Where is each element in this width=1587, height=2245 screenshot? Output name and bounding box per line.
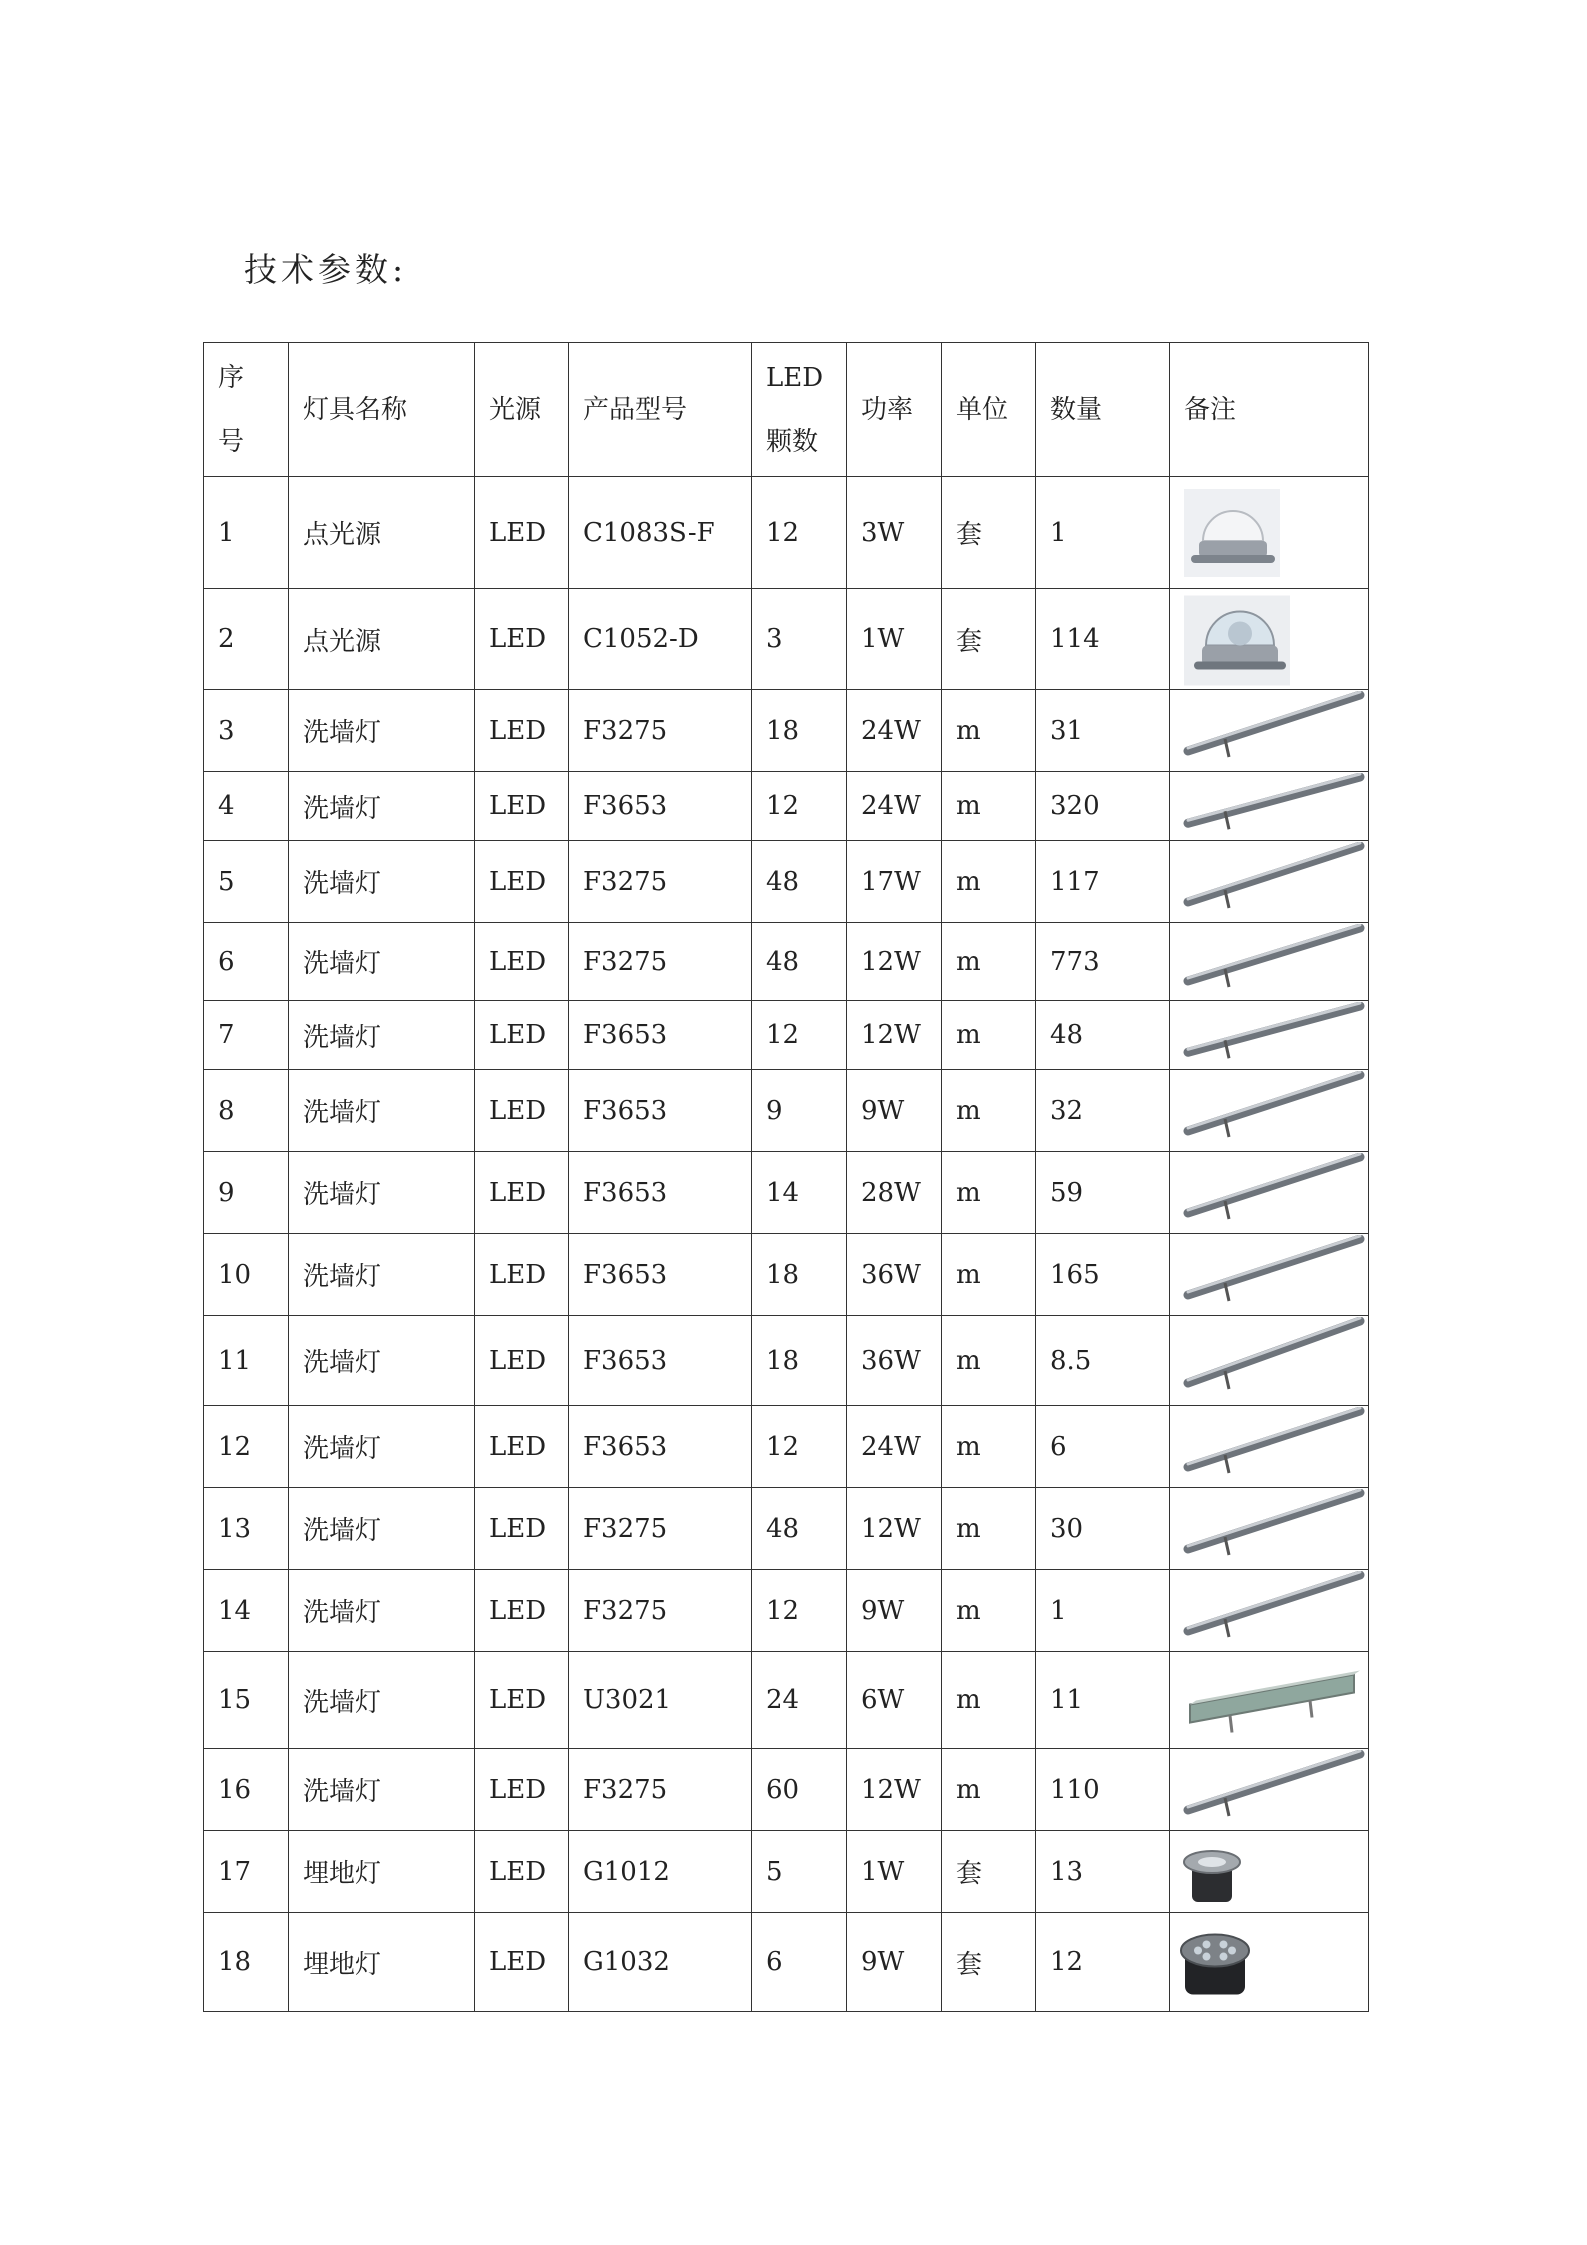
cell-note [1170, 477, 1369, 589]
cell-power: 9W [847, 1913, 942, 2012]
cell-qty: 773 [1036, 923, 1170, 1001]
cell-no: 2 [204, 589, 289, 690]
cell-unit: m [942, 690, 1036, 772]
cell-qty: 6 [1036, 1406, 1170, 1488]
linear-bar-light-icon [1170, 1653, 1368, 1748]
table-row [204, 1488, 1369, 1570]
table-row [204, 923, 1369, 1001]
cell-model: G1032 [569, 1913, 752, 2012]
table-row [204, 1652, 1369, 1749]
cell-qty: 12 [1036, 1913, 1170, 2012]
cell-power: 24W [847, 1406, 942, 1488]
cell-model: G1012 [569, 1831, 752, 1913]
cell-no: 16 [204, 1749, 289, 1831]
cell-name: 洗墙灯 [289, 923, 475, 1001]
cell-model: F3653 [569, 1001, 752, 1070]
cell-no: 12 [204, 1406, 289, 1488]
cell-note [1170, 1406, 1369, 1488]
cell-name: 点光源 [289, 589, 475, 690]
cell-name: 点光源 [289, 477, 475, 589]
cell-name: 洗墙灯 [289, 1488, 475, 1570]
cell-qty: 1 [1036, 1570, 1170, 1652]
cell-led: 3 [752, 589, 847, 690]
cell-model: F3275 [569, 841, 752, 923]
cell-model: F3653 [569, 1152, 752, 1234]
cell-source: LED [475, 1749, 569, 1831]
header-led [752, 343, 847, 477]
cell-model: C1052-D [569, 589, 752, 690]
cell-power: 3W [847, 477, 942, 589]
cell-source: LED [475, 1831, 569, 1913]
cell-name: 洗墙灯 [289, 1070, 475, 1152]
cell-led: 12 [752, 1570, 847, 1652]
cell-no: 18 [204, 1913, 289, 2012]
cell-no: 11 [204, 1316, 289, 1406]
cell-qty: 117 [1036, 841, 1170, 923]
cell-qty: 114 [1036, 589, 1170, 690]
cell-no: 6 [204, 923, 289, 1001]
wall-washer-icon [1170, 1002, 1368, 1069]
table-row [204, 841, 1369, 923]
point-light-clear-icon [1170, 590, 1368, 689]
cell-power: 12W [847, 923, 942, 1001]
cell-note [1170, 1831, 1369, 1913]
wall-washer-icon [1170, 1235, 1368, 1315]
cell-no: 13 [204, 1488, 289, 1570]
cell-unit: m [942, 1070, 1036, 1152]
cell-led: 48 [752, 841, 847, 923]
cell-no: 5 [204, 841, 289, 923]
cell-power: 12W [847, 1001, 942, 1070]
cell-led: 9 [752, 1070, 847, 1152]
cell-qty: 11 [1036, 1652, 1170, 1749]
cell-unit: m [942, 1749, 1036, 1831]
table-row [204, 690, 1369, 772]
cell-power: 12W [847, 1488, 942, 1570]
wall-washer-icon [1170, 1750, 1368, 1830]
cell-power: 24W [847, 690, 942, 772]
cell-source: LED [475, 1913, 569, 2012]
cell-name: 洗墙灯 [289, 1652, 475, 1749]
cell-model: F3653 [569, 772, 752, 841]
cell-qty: 30 [1036, 1488, 1170, 1570]
cell-power: 28W [847, 1152, 942, 1234]
cell-name: 埋地灯 [289, 1913, 475, 2012]
cell-name: 洗墙灯 [289, 690, 475, 772]
cell-source: LED [475, 841, 569, 923]
cell-no: 14 [204, 1570, 289, 1652]
cell-model: F3275 [569, 923, 752, 1001]
header-model: 产品型号 [569, 343, 752, 477]
cell-unit: 套 [942, 589, 1036, 690]
table-row [204, 1831, 1369, 1913]
wall-washer-icon [1170, 773, 1368, 840]
cell-unit: m [942, 1152, 1036, 1234]
cell-power: 36W [847, 1234, 942, 1316]
cell-name: 洗墙灯 [289, 1749, 475, 1831]
header-note: 备注 [1170, 343, 1369, 477]
cell-name: 洗墙灯 [289, 1570, 475, 1652]
cell-unit: m [942, 923, 1036, 1001]
cell-name: 洗墙灯 [289, 1001, 475, 1070]
cell-led: 5 [752, 1831, 847, 1913]
cell-qty: 320 [1036, 772, 1170, 841]
cell-power: 9W [847, 1070, 942, 1152]
cell-note [1170, 1316, 1369, 1406]
cell-qty: 48 [1036, 1001, 1170, 1070]
cell-led: 14 [752, 1152, 847, 1234]
cell-qty: 110 [1036, 1749, 1170, 1831]
table-row [204, 1152, 1369, 1234]
page-heading: 技术参数: [244, 250, 408, 289]
table-row [204, 1406, 1369, 1488]
cell-name: 洗墙灯 [289, 1316, 475, 1406]
cell-source: LED [475, 1001, 569, 1070]
cell-name: 洗墙灯 [289, 1152, 475, 1234]
wall-washer-icon [1170, 1071, 1368, 1151]
cell-unit: m [942, 1234, 1036, 1316]
cell-led: 12 [752, 1001, 847, 1070]
cell-name: 洗墙灯 [289, 1234, 475, 1316]
cell-led: 6 [752, 1913, 847, 2012]
cell-no: 1 [204, 477, 289, 589]
cell-model: C1083S-F [569, 477, 752, 589]
inground-light-multi-icon [1170, 1914, 1368, 2011]
cell-source: LED [475, 477, 569, 589]
wall-washer-icon [1170, 1407, 1368, 1487]
cell-unit: m [942, 1406, 1036, 1488]
cell-name: 埋地灯 [289, 1831, 475, 1913]
wall-washer-icon [1170, 691, 1368, 771]
table-row [204, 1234, 1369, 1316]
cell-source: LED [475, 690, 569, 772]
wall-washer-icon [1170, 1317, 1368, 1405]
cell-power: 9W [847, 1570, 942, 1652]
cell-source: LED [475, 1234, 569, 1316]
table-row [204, 1070, 1369, 1152]
cell-unit: 套 [942, 1913, 1036, 2012]
cell-source: LED [475, 1152, 569, 1234]
cell-power: 1W [847, 589, 942, 690]
cell-source: LED [475, 1652, 569, 1749]
header-seq-line2: 号 [218, 426, 245, 457]
cell-source: LED [475, 589, 569, 690]
cell-model: F3275 [569, 1749, 752, 1831]
cell-model: F3275 [569, 1488, 752, 1570]
cell-note [1170, 1749, 1369, 1831]
table-row [204, 589, 1369, 690]
cell-unit: m [942, 772, 1036, 841]
table-row [204, 1749, 1369, 1831]
cell-led: 18 [752, 690, 847, 772]
inground-light-icon [1170, 1832, 1368, 1912]
cell-model: F3653 [569, 1316, 752, 1406]
wall-washer-icon [1170, 1489, 1368, 1569]
cell-power: 1W [847, 1831, 942, 1913]
cell-led: 24 [752, 1652, 847, 1749]
cell-qty: 13 [1036, 1831, 1170, 1913]
table-row [204, 1570, 1369, 1652]
cell-led: 60 [752, 1749, 847, 1831]
cell-qty: 31 [1036, 690, 1170, 772]
cell-note [1170, 1001, 1369, 1070]
cell-qty: 8.5 [1036, 1316, 1170, 1406]
cell-led: 12 [752, 1406, 847, 1488]
header-row [204, 343, 1369, 477]
cell-led: 18 [752, 1316, 847, 1406]
cell-no: 10 [204, 1234, 289, 1316]
table-row [204, 1913, 1369, 2012]
cell-source: LED [475, 1316, 569, 1406]
cell-note [1170, 1152, 1369, 1234]
header-seq [204, 343, 289, 477]
cell-power: 36W [847, 1316, 942, 1406]
header-led-line1: LED [766, 362, 824, 393]
cell-source: LED [475, 1406, 569, 1488]
header-source: 光源 [475, 343, 569, 477]
cell-note [1170, 772, 1369, 841]
cell-name: 洗墙灯 [289, 772, 475, 841]
cell-no: 3 [204, 690, 289, 772]
cell-no: 17 [204, 1831, 289, 1913]
cell-unit: m [942, 1001, 1036, 1070]
cell-note [1170, 1488, 1369, 1570]
cell-unit: m [942, 841, 1036, 923]
cell-note [1170, 589, 1369, 690]
cell-note [1170, 1913, 1369, 2012]
cell-no: 7 [204, 1001, 289, 1070]
cell-unit: m [942, 1570, 1036, 1652]
wall-washer-icon [1170, 842, 1368, 922]
cell-qty: 165 [1036, 1234, 1170, 1316]
cell-unit: m [942, 1488, 1036, 1570]
cell-name: 洗墙灯 [289, 841, 475, 923]
cell-power: 17W [847, 841, 942, 923]
cell-source: LED [475, 1070, 569, 1152]
cell-source: LED [475, 1570, 569, 1652]
cell-source: LED [475, 1488, 569, 1570]
spec-table [203, 342, 1369, 2012]
cell-source: LED [475, 923, 569, 1001]
cell-model: F3275 [569, 1570, 752, 1652]
cell-model: F3653 [569, 1070, 752, 1152]
cell-led: 48 [752, 1488, 847, 1570]
header-name: 灯具名称 [289, 343, 475, 477]
cell-qty: 32 [1036, 1070, 1170, 1152]
cell-model: F3653 [569, 1406, 752, 1488]
cell-model: F3653 [569, 1234, 752, 1316]
cell-no: 4 [204, 772, 289, 841]
cell-qty: 59 [1036, 1152, 1170, 1234]
header-led-line2: 颗数 [766, 426, 819, 457]
cell-power: 24W [847, 772, 942, 841]
cell-model: U3021 [569, 1652, 752, 1749]
cell-power: 6W [847, 1652, 942, 1749]
cell-power: 12W [847, 1749, 942, 1831]
header-seq-line1: 序 [218, 362, 245, 393]
cell-led: 18 [752, 1234, 847, 1316]
header-unit: 单位 [942, 343, 1036, 477]
cell-qty: 1 [1036, 477, 1170, 589]
cell-unit: m [942, 1652, 1036, 1749]
cell-note [1170, 1570, 1369, 1652]
cell-source: LED [475, 772, 569, 841]
table-row [204, 1001, 1369, 1070]
cell-model: F3275 [569, 690, 752, 772]
wall-washer-icon [1170, 1571, 1368, 1651]
wall-washer-icon [1170, 924, 1368, 1000]
cell-no: 15 [204, 1652, 289, 1749]
header-power: 功率 [847, 343, 942, 477]
table-row [204, 477, 1369, 589]
cell-note [1170, 1070, 1369, 1152]
cell-led: 12 [752, 477, 847, 589]
cell-note [1170, 1234, 1369, 1316]
cell-name: 洗墙灯 [289, 1406, 475, 1488]
cell-unit: m [942, 1316, 1036, 1406]
cell-note [1170, 690, 1369, 772]
table-row [204, 1316, 1369, 1406]
point-light-dome-icon [1170, 478, 1368, 588]
cell-note [1170, 923, 1369, 1001]
header-qty: 数量 [1036, 343, 1170, 477]
cell-led: 12 [752, 772, 847, 841]
table-row [204, 772, 1369, 841]
cell-led: 48 [752, 923, 847, 1001]
cell-no: 8 [204, 1070, 289, 1152]
wall-washer-icon [1170, 1153, 1368, 1233]
cell-note [1170, 841, 1369, 923]
cell-unit: 套 [942, 477, 1036, 589]
cell-no: 9 [204, 1152, 289, 1234]
cell-note [1170, 1652, 1369, 1749]
cell-unit: 套 [942, 1831, 1036, 1913]
